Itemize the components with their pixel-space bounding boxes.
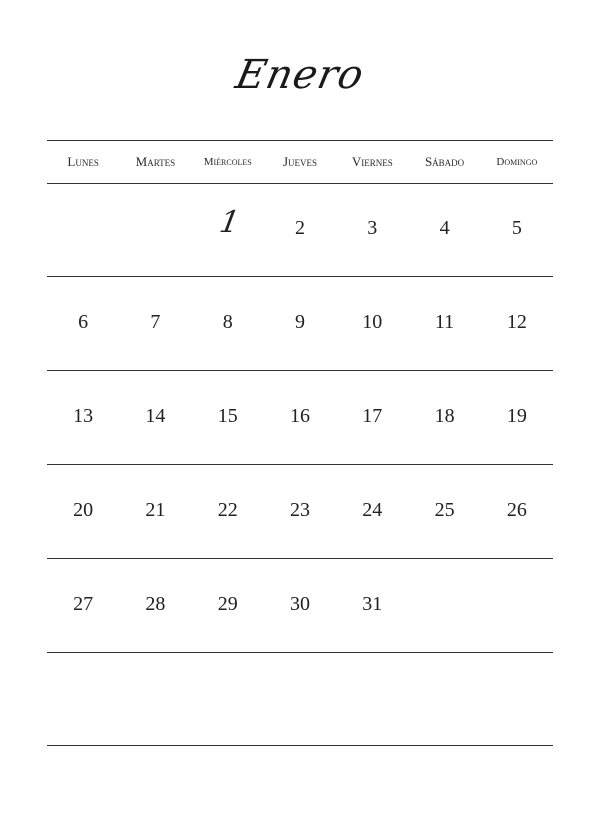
day-cell — [408, 653, 480, 747]
day-cell: 7 — [150, 311, 161, 333]
day-cell: 3 — [367, 217, 378, 239]
weekday-header — [47, 141, 553, 183]
day-cell: 29 — [217, 593, 238, 615]
day-cell — [47, 183, 119, 277]
week-row-3 — [47, 371, 553, 465]
day-cell-first: 1 — [216, 205, 242, 240]
day-cell: 25 — [434, 499, 455, 521]
weekday-saturday: Sábado — [424, 154, 465, 169]
day-cell: 27 — [73, 593, 94, 615]
day-cell — [481, 653, 553, 747]
weekday-thursday: Jueves — [282, 154, 318, 169]
day-cell: 22 — [217, 499, 238, 521]
calendar-bottom-rule — [47, 745, 553, 746]
day-cell: 31 — [362, 593, 383, 615]
week-row-1 — [47, 183, 553, 277]
day-cell: 23 — [289, 499, 310, 521]
day-cell: 12 — [506, 311, 527, 333]
day-cell: 26 — [506, 499, 527, 521]
day-cell — [119, 183, 191, 277]
day-cell — [47, 653, 119, 747]
day-cell — [408, 559, 480, 653]
day-cell — [192, 653, 264, 747]
day-cell: 5 — [511, 217, 522, 239]
month-title: Enero — [231, 52, 369, 98]
weekday-wednesday: Miércoles — [203, 156, 252, 168]
day-cell: 30 — [289, 593, 310, 615]
day-cell: 19 — [506, 405, 527, 427]
day-cell: 9 — [294, 311, 305, 333]
weekday-tuesday: Martes — [135, 154, 176, 169]
day-cell — [481, 559, 553, 653]
day-cell: 15 — [217, 405, 238, 427]
day-cell: 20 — [73, 499, 94, 521]
day-cell: 4 — [439, 217, 450, 239]
day-cell: 21 — [145, 499, 166, 521]
day-cell: 28 — [145, 593, 166, 615]
day-cell: 11 — [434, 311, 455, 333]
week-row-5 — [47, 559, 553, 653]
day-cell: 13 — [73, 405, 94, 427]
day-cell — [264, 653, 336, 747]
day-cell — [336, 653, 408, 747]
day-cell: 8 — [222, 311, 233, 333]
week-row-6 — [47, 653, 553, 747]
day-cell: 17 — [362, 405, 383, 427]
day-cell: 6 — [78, 311, 89, 333]
weekday-monday: Lunes — [67, 154, 99, 169]
week-row-2 — [47, 277, 553, 371]
weekday-friday: Viernes — [351, 154, 393, 169]
day-cell: 10 — [362, 311, 383, 333]
weekday-sunday: Domingo — [496, 156, 538, 168]
day-cell: 24 — [362, 499, 383, 521]
day-cell — [119, 653, 191, 747]
week-row-4 — [47, 465, 553, 559]
day-cell: 14 — [145, 405, 166, 427]
day-cell: 16 — [289, 405, 310, 427]
day-cell: 2 — [294, 217, 305, 239]
day-cell: 18 — [434, 405, 455, 427]
